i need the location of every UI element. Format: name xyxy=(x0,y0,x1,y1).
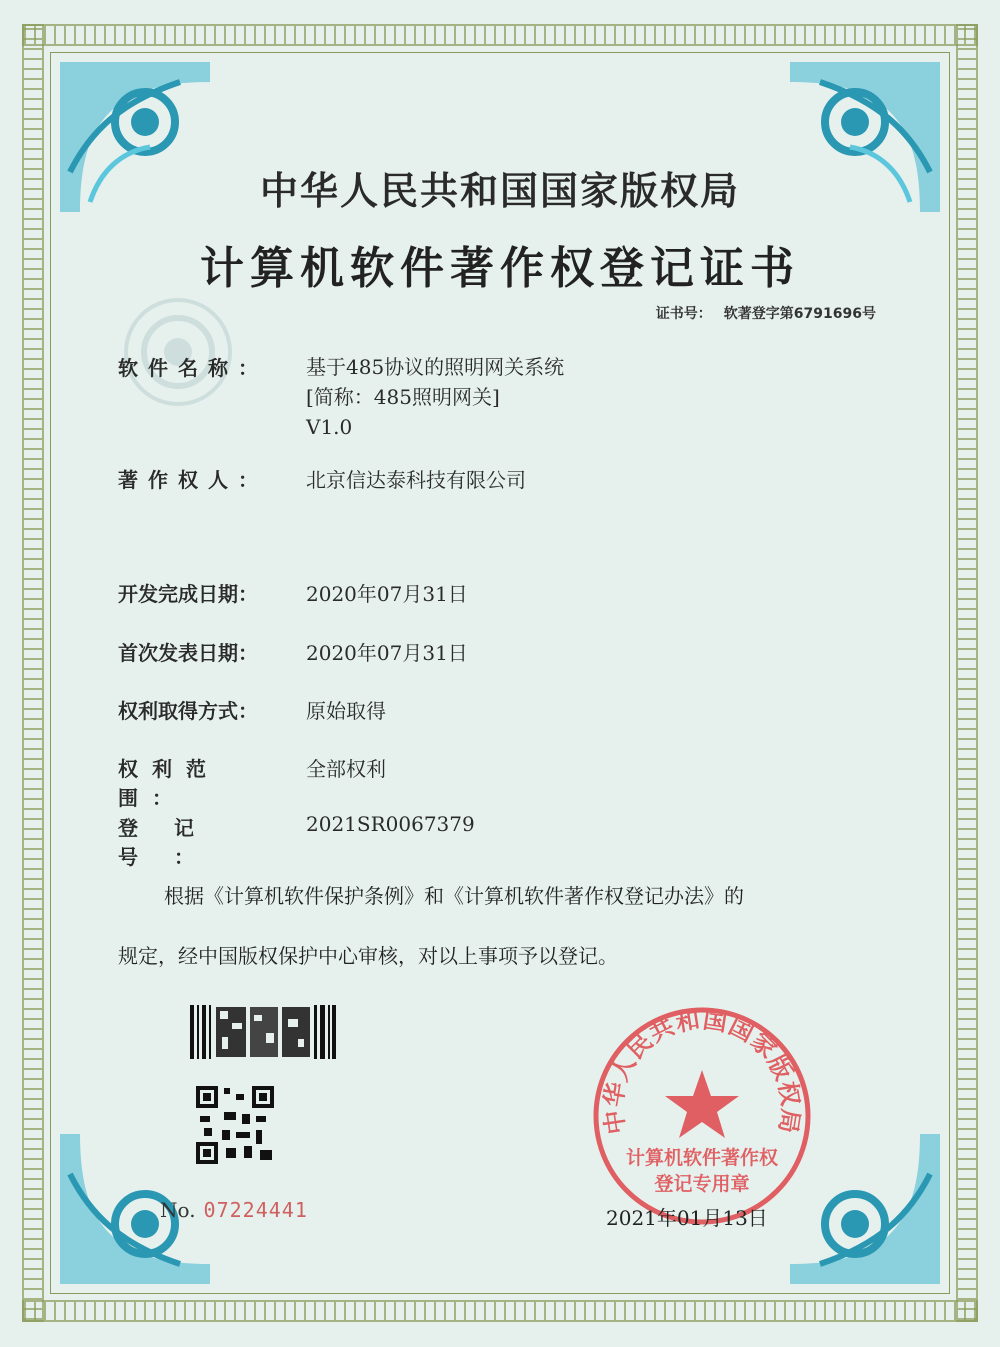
software-name-line: 基于485协议的照明网关系统 xyxy=(306,355,565,379)
official-seal xyxy=(590,1004,814,1228)
field-label: 登记号： xyxy=(118,816,230,869)
certificate-number-value: 软著登字第6791696号 xyxy=(723,306,876,322)
certificate-title: 计算机软件著作权登记证书 xyxy=(200,243,800,294)
border-pattern-left xyxy=(22,24,44,1322)
seal-star-icon xyxy=(665,1070,739,1138)
field-label: 权利取得方式： xyxy=(118,699,258,723)
field-value: 全部权利 xyxy=(306,757,386,781)
field-label: 软件名称： xyxy=(118,356,268,380)
field-label: 首次发表日期： xyxy=(118,641,258,665)
field-value xyxy=(306,352,564,442)
field-label: 权利范围： xyxy=(118,757,220,810)
certificate-number xyxy=(656,303,876,323)
field-label: 开发完成日期： xyxy=(118,582,258,606)
software-version-line: V1.0 xyxy=(306,415,353,439)
issuer-title: 中华人民共和国国家版权局 xyxy=(259,169,740,213)
software-short-name-line: [简称：485照明网关] xyxy=(306,385,500,409)
statement-line-2: 规定，经中国版权保护中心审核，对以上事项予以登记。 xyxy=(118,944,618,968)
border-pattern-right xyxy=(956,24,978,1322)
seal-center-line-1: 计算机软件著作权 xyxy=(625,1147,779,1169)
field-value: 北京信达泰科技有限公司 xyxy=(306,468,526,492)
field-value: 2020年07月31日 xyxy=(306,641,468,665)
issue-date: 2021年01月13日 xyxy=(606,1206,768,1230)
field-label: 著作权人： xyxy=(118,468,268,492)
field-value: 原始取得 xyxy=(306,699,386,723)
statement-line-1: 根据《计算机软件保护条例》和《计算机软件著作权登记办法》的 xyxy=(164,884,744,908)
border-pattern-bottom xyxy=(22,1300,978,1322)
field-value: 2021SR0067379 xyxy=(306,812,475,836)
serial-number xyxy=(160,1198,308,1222)
seal-center-line-2: 登记专用章 xyxy=(654,1173,750,1195)
border-pattern-top xyxy=(22,24,978,46)
barcode-icon xyxy=(190,1005,336,1059)
field-value: 2020年07月31日 xyxy=(306,582,468,606)
qr-code-icon xyxy=(196,1086,274,1164)
serial-number-label: No. xyxy=(160,1198,196,1222)
certificate-number-label: 证书号： xyxy=(655,306,712,322)
seal-ring-text: 中华人民共和国国家版权局 xyxy=(599,1005,805,1137)
serial-number-value: 07224441 xyxy=(203,1198,308,1222)
